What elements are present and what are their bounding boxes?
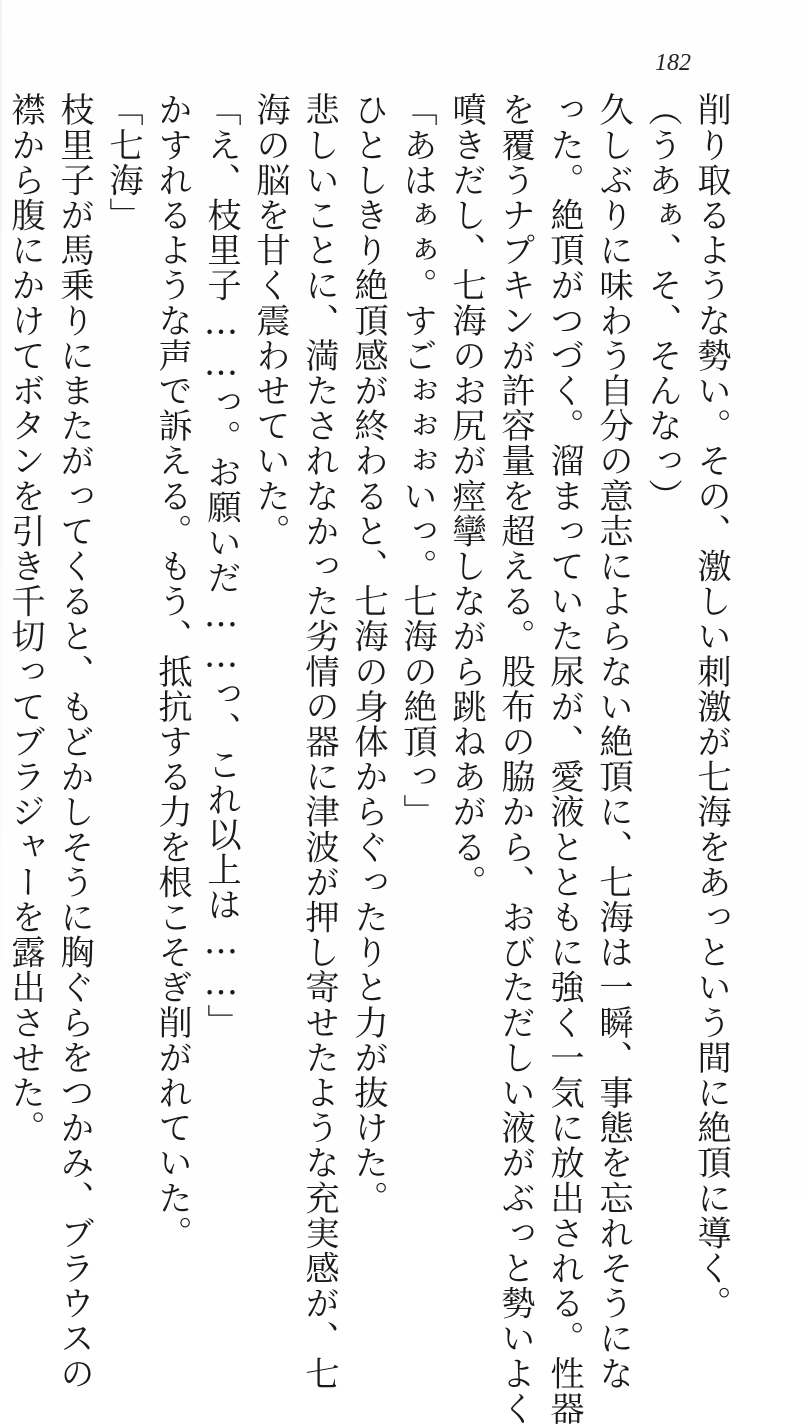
text-line: 襟から腹にかけてボタンを引き千切ってブラジャーを露出させた。 (5, 92, 45, 1145)
text-line: 「え、枝里子……っ。お願いだ……っ、これ以上は……」 (201, 92, 241, 1039)
text-line: ひとしきり絶頂感が終わると、七海の身体からぐったりと力が抜けた。 (348, 92, 388, 1216)
text-line: 枝里子が馬乗りにまたがってくると、もどかしそうに胸ぐらをつかみ、ブラウスの (54, 92, 94, 1391)
vertical-text-body (5, 92, 735, 1426)
text-line: （うあぁ、そ、そんなっ） (642, 92, 682, 514)
text-line: 久しぶりに味わう自分の意志によらない絶頂に、七海は一瞬、事態を忘れそうにな (593, 92, 633, 1391)
text-line: 悲しいことに、満たされなかった劣情の器に津波が押し寄せたような充実感が、七 (299, 92, 339, 1391)
text-line: 「あはぁぁ。すごぉぉぉいっ。七海の絶頂っ」 (397, 92, 437, 830)
text-line: 削り取るような勢い。その、激しい刺激が七海をあっという間に絶頂に導く。 (691, 92, 731, 1321)
text-line: を覆うナプキンが許容量を超える。股布の脇から、おびただしい液がぶっと勢いよく (495, 92, 535, 1426)
text-line: った。絶頂がつづく。溜まっていた尿が、愛液とともに強く一気に放出される。性器 (544, 92, 584, 1426)
text-line: 「七海」 (103, 92, 143, 233)
text-line: かすれるような声で訴える。もう、抵抗する力を根こそぎ削がれていた。 (152, 92, 192, 1251)
text-line: 海の脳を甘く震わせていた。 (250, 92, 290, 549)
page-number: 182 (655, 50, 691, 76)
text-line: 噴きだし、七海のお尻が痙攣しながら跳ねあがる。 (446, 92, 486, 900)
